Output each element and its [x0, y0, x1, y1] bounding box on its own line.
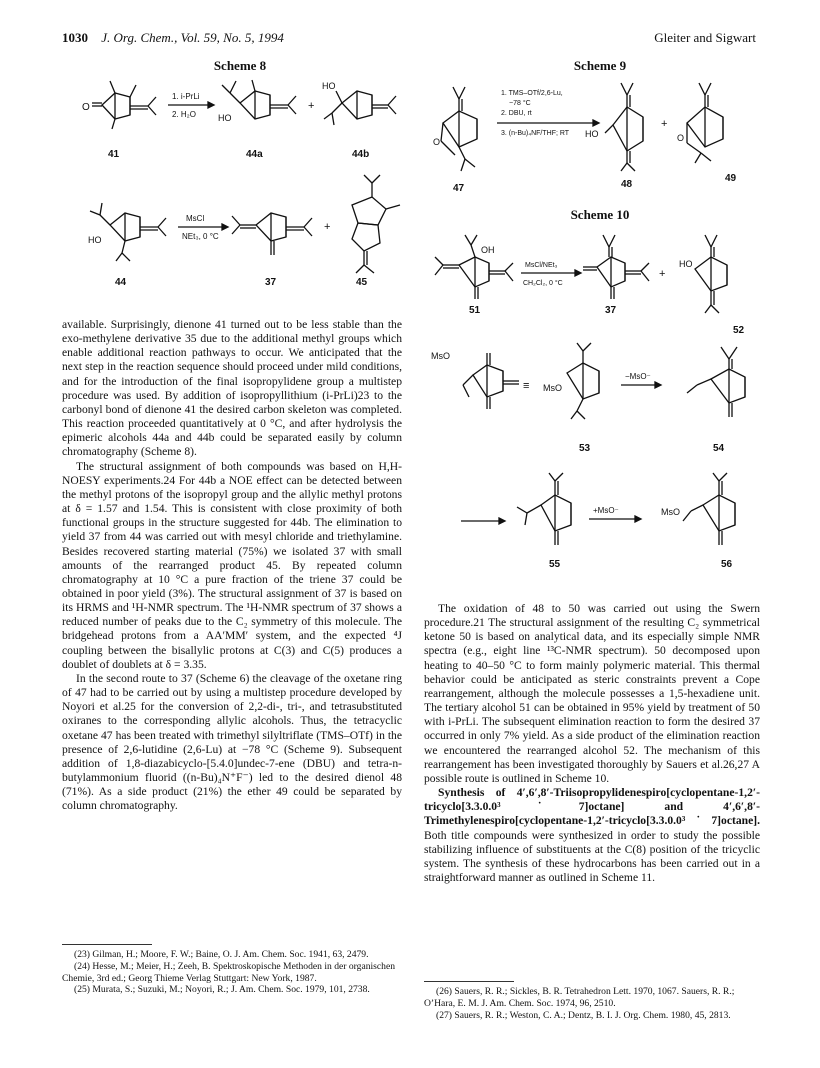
equiv-sign: ≡ — [523, 380, 530, 392]
section-heading: Synthesis of 4′,6′,8′-Triisopropylidenespiro[cyclopentane-1,2′-tricyclo[3.3.0.0³˙7]octane] and 4′,6′,8′-Trimethylenespiro[cyclopentane-1,2′-tricyclo[3.3.0.0³˙7]octane]. — [424, 786, 760, 828]
left-paragraph-3: In the second route to 37 (Scheme 6) the cleavage of the oxetane ring of 47 had to be carried out by using a multistep procedure developed by Noyori et al.25 for the conversion of 2,2-di-, tri-, and tetrasubstituted oxiranes to the corresponding allylic alcohols. Thus, the tetracyclic oxetane 47 has been treated with trimethyl silyltriflate (TMS–OTf) in the presence of 2,6-lutidine (2,6-Lu) at −78 °C (Scheme 9). Subsequent addition of 1,8-diazabicyclo-[5.4.0]undec-7-ene (DBU) and tetra-n-butylammonium fluorid ((n-Bu)₄N⁺F⁻) led to the desired dienol 48 (71%). As a side product (21%) the ether 49 could be separated by column chromatography. — [62, 671, 402, 813]
scheme-9-graphic — [425, 75, 770, 195]
atom-o: O — [433, 137, 441, 147]
compound-53b-structure — [567, 343, 599, 419]
footnote-23: (23) Gilman, H.; Moore, F. W.; Baine, O. J. Am. Chem. Soc. 1941, 63, 2479. — [74, 949, 369, 960]
atom-mso: MsO — [431, 351, 450, 361]
s10-cond-1: MsCl/NEt₃ — [525, 262, 558, 269]
compound-45-structure — [352, 175, 400, 273]
s8-cond-4: NEt₃, 0 °C — [182, 232, 219, 241]
scheme-10-graphic — [425, 225, 770, 585]
compound-52-structure — [695, 235, 727, 313]
label-44a: 44a — [246, 149, 263, 160]
left-column-text — [62, 318, 402, 813]
compound-53-structure — [463, 353, 519, 409]
atom-o: O — [677, 133, 685, 143]
label-41: 41 — [108, 149, 120, 160]
right-paragraph-2 — [424, 786, 760, 885]
s9-cond-3: 3. (n-Bu)₄NF/THF; RT — [501, 130, 570, 137]
atom-ho: HO — [585, 129, 599, 139]
label-48: 48 — [621, 179, 633, 190]
left-paragraph-2: The structural assignment of both compounds was based on H,H-NOESY experiments.24 For 44b a NOE effect can be detected between the methyl protons of the isopropyl group and the allylic methyl protons at δ = 1.57 and 1.54. This is consistent with close proximity of both functional groups in the structure suggested for 44b. The elimination to yield 37 from 44 was carried out with mesyl chloride and triethylamine. Besides recovered starting material (75%) we isolated 37 with small amounts of the rearranged product 45. By repeated column chromatography at 10 °C a pure fraction of the triene 37 could be obtained in poor yield (3%). The structural assignment of 37 is based on its HRMS and ¹H-NMR spectrum. The ¹H-NMR spectrum of 37 shows a reduced number of peaks due to the C₂ symmetry of this molecule. The bridgehead protons from a AA′MM′ system, and the expected ⁴J coupling between the bisallylic protons at C(3) and C(5) produces a doublet of doublets at δ = 3.35. — [62, 459, 402, 671]
s10-step-2: −MsO⁻ — [625, 372, 651, 381]
plus-sign: + — [659, 268, 666, 280]
footnote-25: (25) Murata, S.; Suzuki, M.; Noyori, R.; J. Am. Chem. Soc. 1979, 101, 2738. — [74, 984, 370, 996]
right-footnotes — [424, 986, 760, 1021]
label-54: 54 — [713, 443, 725, 454]
footnote-24: (24) Hesse, M.; Meier, H.; Zeeh, B. Spektroskopische Methoden in der organischen Chemie, 3rd ed.; Georg Thieme Verlag Stuttgart: New York, 1987. — [62, 960, 396, 984]
compound-37b-structure — [583, 235, 649, 299]
running-header-left — [62, 30, 284, 46]
footnote-27: (27) Sauers, R. R.; Weston, C. A.; Dentz, B. I. J. Org. Chem. 1980, 45, 2813. — [436, 1009, 731, 1021]
journal-citation: J. Org. Chem., Vol. 59, No. 5, 1994 — [101, 30, 284, 45]
label-52: 52 — [733, 325, 745, 336]
footnote-rule-right — [424, 981, 514, 982]
plus-sign: + — [324, 221, 331, 233]
compound-56-structure — [683, 473, 735, 545]
compound-44b-structure — [324, 91, 396, 125]
atom-mso: MsO — [661, 507, 680, 517]
s9-cond-1: 1. TMS–OTf/2,6-Lu, — [501, 90, 563, 97]
compound-47-structure — [441, 87, 477, 171]
s10-cond-2: CH₂Cl₂, 0 °C — [523, 280, 563, 287]
right-paragraph-1: The oxidation of 48 to 50 was carried out using the Swern procedure.21 The structural assignment of the resulting C₂ symmetrical ketone 50 is based on analytical data, and its especially simple NMR spectra (e.g., eight line ¹³C-NMR spectrum). 50 decomposed upon heating to 40–50 °C to form mainly polymeric material. This thermal behavior could be anticipated as steric constraints prevent a Cope rearrangement, although the molecule possesses a 1,5-hexadiene unit. The tertiary alcohol 51 can be obtained in 95% yield by treatment of 50 with i-PrLi. The subsequent elimination reaction to form the desired 37 occurred in only 7% yield. As a side product of the elimination reaction we encountered the rearranged alcohol 52. The mechanism of this rearrangement has been investigated thoroughly by Sauers et al.26,27 A possible route is outlined in Scheme 10. — [424, 602, 760, 785]
compound-37-structure — [232, 213, 312, 255]
label-44: 44 — [115, 277, 127, 288]
atom-ho: HO — [88, 235, 102, 245]
s9-cond-1b: −78 °C — [509, 100, 531, 107]
label-37: 37 — [265, 277, 277, 288]
label-55: 55 — [549, 559, 561, 570]
footnote-rule-left — [62, 944, 152, 945]
s10-step-3: +MsO⁻ — [593, 506, 619, 515]
compound-49-structure — [687, 83, 723, 163]
label-56: 56 — [721, 559, 733, 570]
compound-55-structure — [517, 473, 571, 545]
s8-cond-2: 2. H₂O — [172, 110, 196, 119]
compound-51-structure — [435, 235, 513, 299]
plus-sign: + — [661, 118, 668, 130]
right-column-text — [424, 602, 760, 885]
running-header-authors: Gleiter and Sigwart — [654, 30, 756, 45]
s8-cond-3: MsCl — [186, 214, 205, 223]
compound-48-structure — [605, 83, 643, 171]
left-footnotes — [62, 949, 402, 996]
compound-54-structure — [687, 347, 745, 417]
s8-cond-1: 1. i-PrLi — [172, 92, 200, 101]
atom-ho: HO — [679, 259, 693, 269]
scheme-8-title: Scheme 8 — [213, 58, 267, 73]
right-paragraph-2-body: Both title compounds were synthesized in order to study the possible stabilizing influence of substituents at the C(8) position of the tricyclic system. The synthesis of these hydrocarbons has been carried out in a straightforward manner as outlined in Scheme 11. — [424, 828, 760, 884]
label-37: 37 — [605, 305, 617, 316]
left-paragraph-1: available. Surprisingly, dienone 41 turned out to be less stable than the exo-methylene derivative 35 due to the additional methyl groups which enable additional reaction pathways to occur. We anticipated that the next step in the reaction sequence should proceed under mild conditions, and for the introduction of the final isopropylidene group a multistep procedure was used. By addition of isopropyllithium (i-PrLi)23 to the carbonyl bond of dienone 41 the desired carbon skeleton was completed. This reaction proceeded quantitatively at 0 °C, and after hydrolysis the epimeric alcohols 44a and 44b could be separated easily by column chromatography (Scheme 8). — [62, 318, 402, 459]
s9-cond-2: 2. DBU, rt — [501, 110, 532, 117]
plus-sign: + — [308, 100, 315, 112]
scheme-10-title: Scheme 10 — [570, 207, 630, 222]
compound-44-structure — [90, 203, 166, 261]
label-53: 53 — [579, 443, 591, 454]
scheme-8-graphic — [60, 75, 405, 300]
atom-ho: HO — [218, 113, 232, 123]
label-45: 45 — [356, 277, 368, 288]
label-51: 51 — [469, 305, 481, 316]
page-number: 1030 — [62, 30, 88, 45]
atom-ho: HO — [322, 81, 336, 91]
compound-44a-structure — [222, 80, 296, 119]
atom-oh: OH — [481, 245, 495, 255]
compound-41-structure — [82, 81, 156, 129]
scheme-9-title: Scheme 9 — [573, 58, 627, 73]
footnote-26: (26) Sauers, R. R.; Sickles, B. R. Tetrahedron Lett. 1970, 1067. Sauers, R. R.; O’Hara, E. M. J. Am. Chem. Soc. 1974, 96, 2510. — [424, 986, 735, 1009]
atom-mso: MsO — [543, 383, 562, 393]
label-44b: 44b — [352, 149, 370, 160]
label-47: 47 — [453, 183, 465, 194]
atom-o: O — [82, 102, 90, 113]
label-49: 49 — [725, 173, 737, 184]
